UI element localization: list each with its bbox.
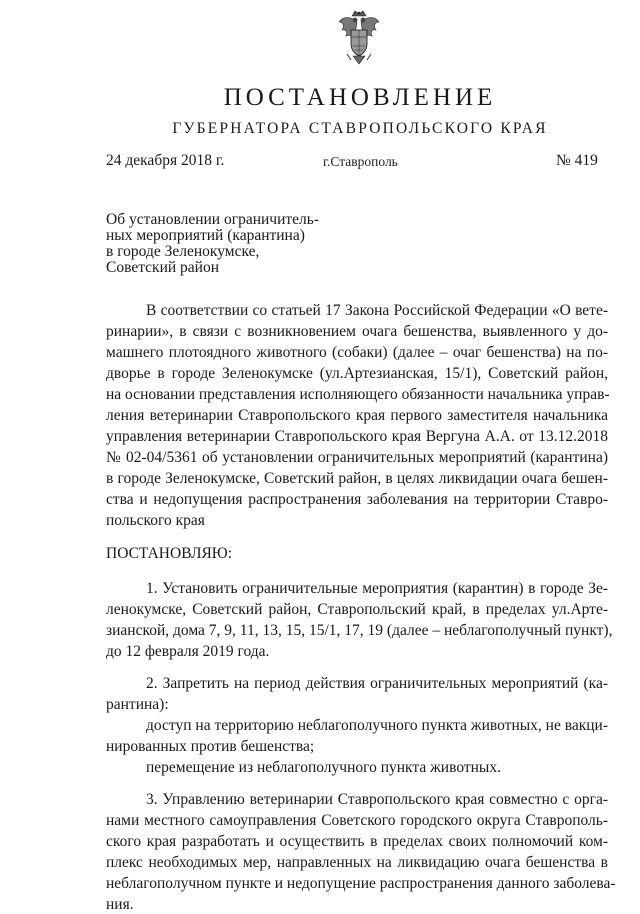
body-line: ления ветеринарии Ставропольского края первого заместителя начальника xyxy=(106,407,608,424)
body-line: 1. Установить ограничительные мероприятия (карантин) в городе Зе- xyxy=(146,580,608,597)
body-line: польского края xyxy=(106,512,205,529)
body-line: нированных против бешенства; xyxy=(106,738,315,755)
document-title: ПОСТАНОВЛЕНИЕ xyxy=(223,84,497,111)
body-line: машнего плотоядного животного (собаки) (далее – очаг бешенства) на по- xyxy=(106,344,608,361)
body-line: 3. Управлению ветеринарии Ставропольского края совместно с орга- xyxy=(146,791,608,808)
body-line: доступ на территорию неблагополучного пункта животных, не вакци- xyxy=(146,717,608,734)
document-city: г.Ставрополь xyxy=(323,154,398,169)
resolve-heading: ПОСТАНОВЛЯЮ: xyxy=(106,545,233,562)
body-line: до 12 февраля 2019 года. xyxy=(106,643,270,660)
document-date: 24 декабря 2018 г. xyxy=(106,152,225,169)
body-line: ринарии», в связи с возникновением очага бешенства, выявленного у до- xyxy=(106,323,608,340)
body-line: нами местного самоуправления Советского городского округа Ставрополь- xyxy=(106,812,608,829)
body-line: управления ветеринарии Ставропольского края Вергуна А.А. от 13.12.2018 xyxy=(106,428,608,445)
document-subject xyxy=(106,212,319,276)
subject-line: Об установлении ограничитель- xyxy=(106,211,319,228)
body-line: перемещение из неблагополучного пункта животных. xyxy=(146,759,501,776)
document-number: № 419 xyxy=(556,152,598,169)
subject-line: Советский район xyxy=(106,259,220,276)
issuer-subtitle: ГУБЕРНАТОРА СТАВРОПОЛЬСКОГО КРАЯ xyxy=(172,120,548,137)
body-line: плекс необходимых мер, направленных на ликвидацию очага бешенства в xyxy=(106,854,608,871)
body-line: дворье в городе Зеленокумске (ул.Артезианская, 15/1), Советский район, xyxy=(106,365,608,382)
body-line: на основании представления исполняющего обязанности начальника управ- xyxy=(106,386,610,403)
body-line: В соответствии со статьей 17 Закона Российской Федерации «О вете- xyxy=(146,302,608,319)
body-line: зианской, дома 7, 9, 11, 13, 15, 15/1, 17, 19 (далее – неблагополучный пункт), xyxy=(106,622,613,639)
body-line: 2. Запретить на период действия ограничительных мероприятий (ка- xyxy=(146,675,608,692)
body-line: неблагополучном пункте и недопущение распространения данного заболева- xyxy=(106,875,616,892)
body-line: ского края разработать и осуществить в пределах своих полномочий ком- xyxy=(106,833,608,850)
subject-line: в городе Зеленокумске, xyxy=(106,243,260,260)
coat-of-arms-emblem xyxy=(337,10,381,66)
body-line: рантина): xyxy=(106,696,169,713)
body-line: в городе Зеленокумске, Советский район, в целях ликвидации очага бешен- xyxy=(106,470,608,487)
body-line: ния. xyxy=(106,896,134,913)
body-line: ства и недопущения распространения заболевания на территории Ставро- xyxy=(106,491,608,508)
body-line: № 02-04/5361 об установлении ограничительных мероприятий (карантина) xyxy=(106,449,608,466)
body-line: ленокумске, Советский район, Ставропольский край, в пределах ул.Арте- xyxy=(106,601,608,618)
subject-line: ных мероприятий (карантина) xyxy=(106,227,305,244)
